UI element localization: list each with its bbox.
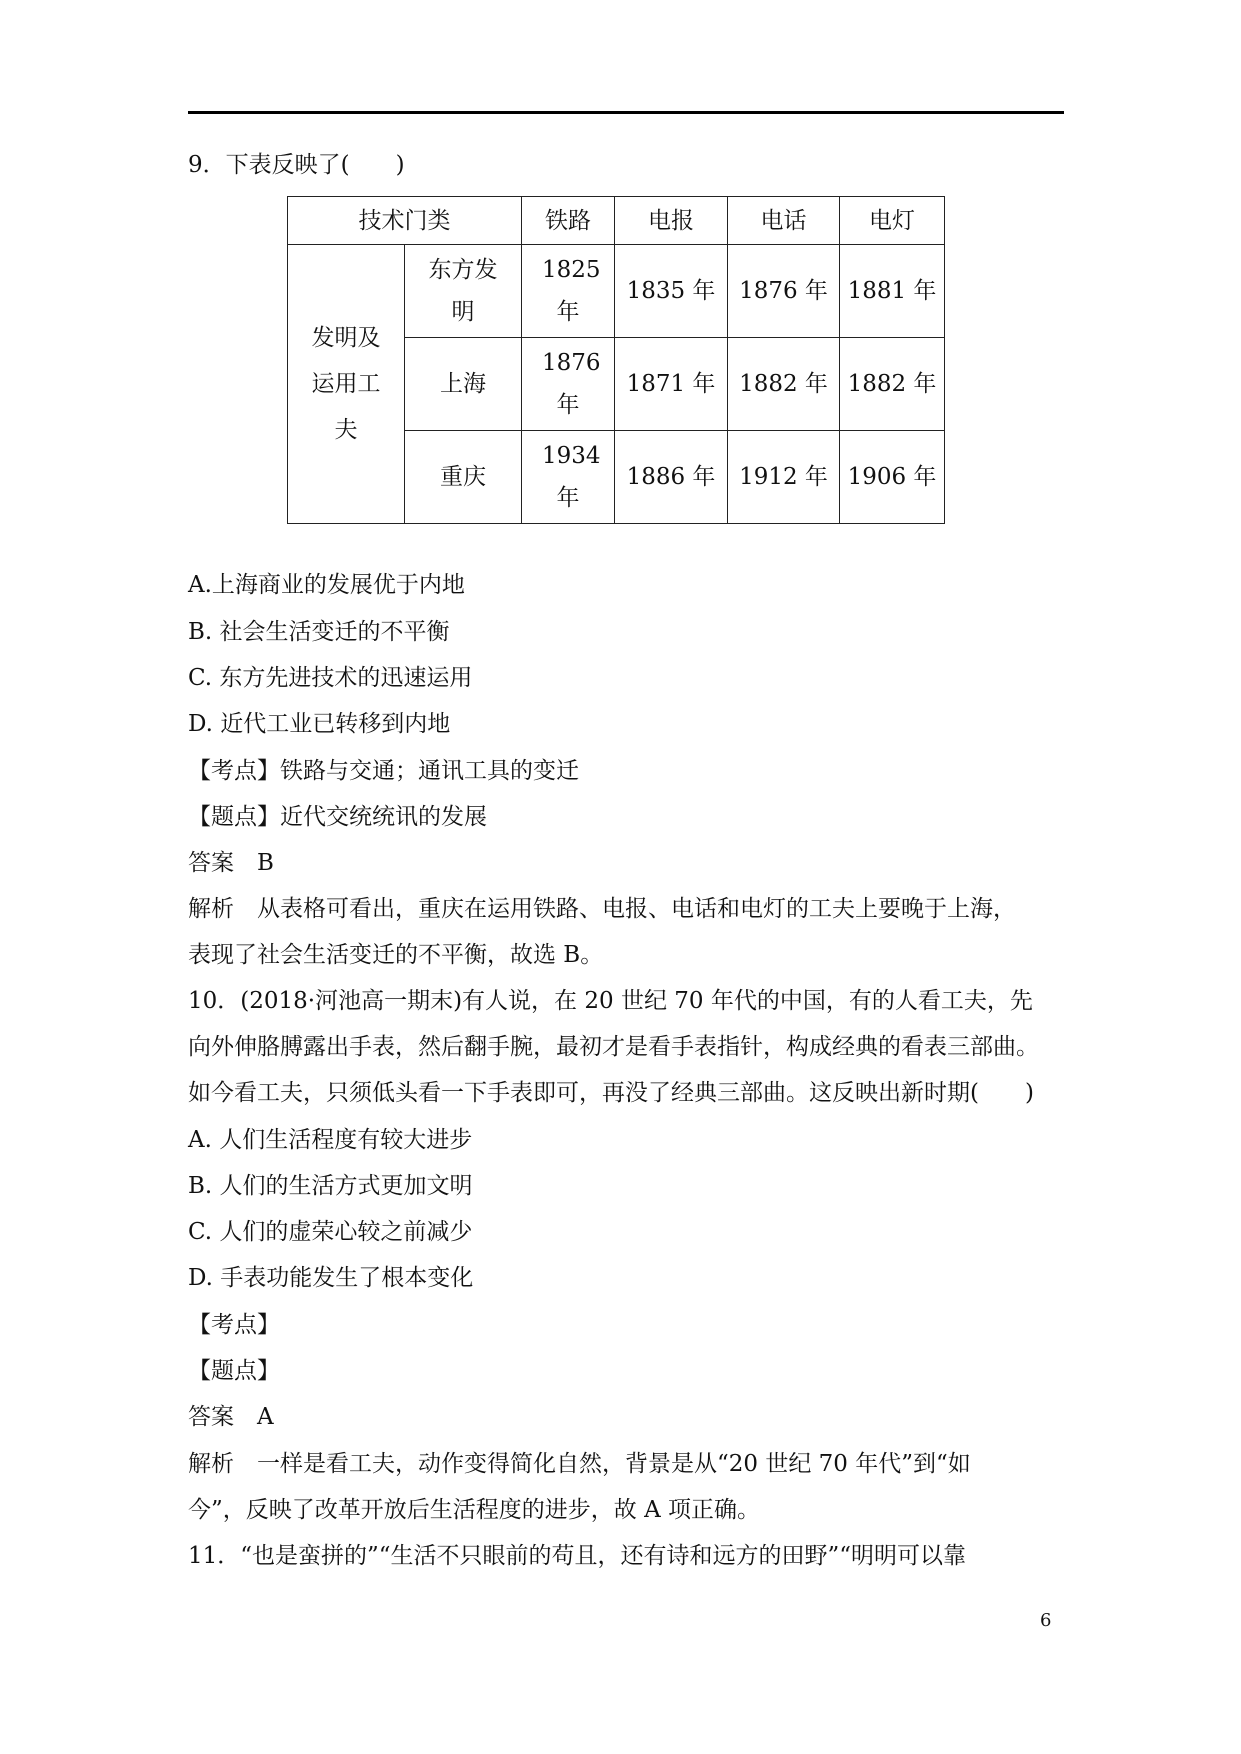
q10-option-d: D. 手表功能发生了根本变化 bbox=[188, 1265, 474, 1291]
header-rule bbox=[188, 111, 1064, 114]
q9-option-a: A.上海商业的发展优于内地 bbox=[188, 572, 465, 598]
q9-kaodian: 【考点】铁路与交通；通讯工具的变迁 bbox=[188, 758, 579, 784]
q10-option-a: A. 人们生活程度有较大进步 bbox=[188, 1127, 473, 1153]
tech-table bbox=[287, 196, 945, 524]
table-cell-rail: 1934年 bbox=[522, 431, 615, 524]
q9-stem: 9．下表反映了( ) bbox=[188, 152, 405, 178]
table-row-place: 东方发明 bbox=[405, 245, 522, 338]
table-cell-rail: 1876年 bbox=[522, 338, 615, 431]
q10-analysis-line-1: 解析 一样是看工夫，动作变得简化自然，背景是从“20 世纪 70 年代”到“如 bbox=[188, 1451, 971, 1477]
table-cell-telegraph: 1886 年 bbox=[615, 431, 728, 524]
table-cell-phone: 1912 年 bbox=[728, 431, 840, 524]
table-cell-telegraph: 1871 年 bbox=[615, 338, 728, 431]
table-cell-light: 1906 年 bbox=[840, 431, 945, 524]
q10-stem-line-3: 如今看工夫，只须低头看一下手表即可，再没了经典三部曲。这反映出新时期( ) bbox=[188, 1080, 1034, 1106]
q11-stem-line-1: 11．“也是蛮拼的”“生活不只眼前的苟且，还有诗和远方的田野”“明明可以靠 bbox=[188, 1543, 967, 1569]
table-row-place: 上海 bbox=[405, 338, 522, 431]
table-row-place: 重庆 bbox=[405, 431, 522, 524]
q9-option-c: C. 东方先进技术的迅速运用 bbox=[188, 665, 473, 691]
q10-tidian: 【题点】 bbox=[188, 1358, 280, 1384]
table-group-label: 发明及运用工夫 bbox=[288, 245, 405, 524]
q10-stem-line-2: 向外伸胳膊露出手表，然后翻手腕，最初才是看手表指针，构成经典的看表三部曲。 bbox=[188, 1034, 1039, 1060]
q10-stem-line-1: 10．(2018·河池高一期末)有人说，在 20 世纪 70 年代的中国，有的人看工夫，先 bbox=[188, 988, 1033, 1014]
table-cell-phone: 1876 年 bbox=[728, 245, 840, 338]
q10-answer: 答案 A bbox=[188, 1404, 274, 1430]
q9-answer: 答案 B bbox=[188, 850, 274, 876]
q10-option-c: C. 人们的虚荣心较之前减少 bbox=[188, 1219, 473, 1245]
table-cell-rail: 1825年 bbox=[522, 245, 615, 338]
table-header-phone: 电话 bbox=[728, 197, 840, 245]
table-cell-phone: 1882 年 bbox=[728, 338, 840, 431]
q10-option-b: B. 人们的生活方式更加文明 bbox=[188, 1173, 473, 1199]
table-cell-light: 1882 年 bbox=[840, 338, 945, 431]
table-cell-telegraph: 1835 年 bbox=[615, 245, 728, 338]
q9-option-d: D. 近代工业已转移到内地 bbox=[188, 711, 451, 737]
table-header-rail: 铁路 bbox=[522, 197, 615, 245]
q9-tidian: 【题点】近代交统统讯的发展 bbox=[188, 804, 487, 830]
page-number: 6 bbox=[1040, 1610, 1052, 1631]
q10-analysis-line-2: 今”，反映了改革开放后生活程度的进步，故 A 项正确。 bbox=[188, 1497, 760, 1523]
table-cell-light: 1881 年 bbox=[840, 245, 945, 338]
q9-analysis-line-1: 解析 从表格可看出，重庆在运用铁路、电报、电话和电灯的工夫上要晚于上海， bbox=[188, 896, 1016, 922]
table-header-light: 电灯 bbox=[840, 197, 945, 245]
table-header-telegraph: 电报 bbox=[615, 197, 728, 245]
q10-kaodian: 【考点】 bbox=[188, 1312, 280, 1338]
table-header-category: 技术门类 bbox=[288, 197, 522, 245]
q9-option-b: B. 社会生活变迁的不平衡 bbox=[188, 619, 450, 645]
q9-analysis-line-2: 表现了社会生活变迁的不平衡，故选 B。 bbox=[188, 942, 604, 968]
